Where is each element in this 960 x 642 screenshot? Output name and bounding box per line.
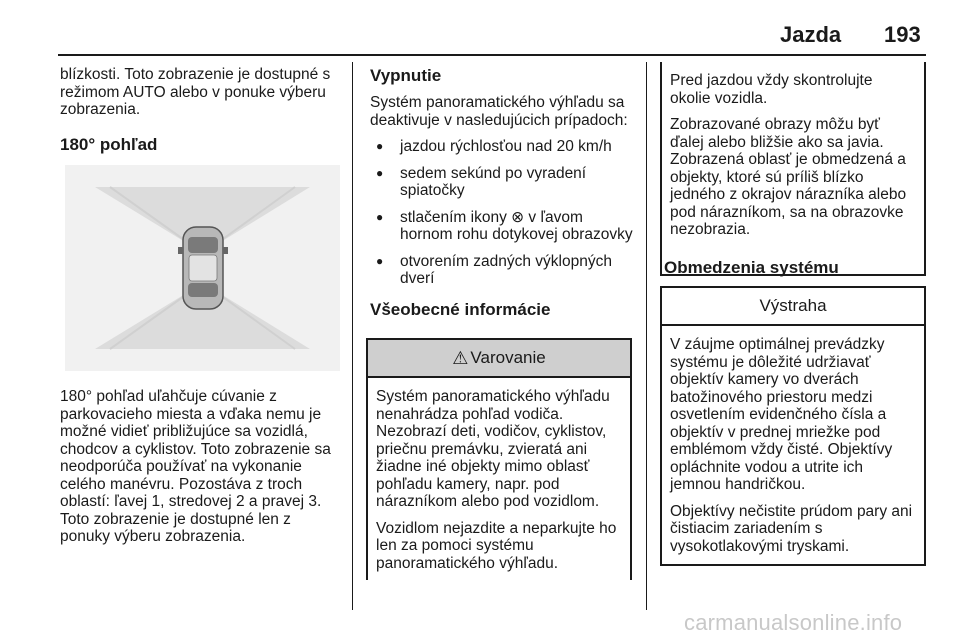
caution-box-body (662, 326, 924, 555)
list-item: ● otvorením zadných výklopných dverí (370, 253, 635, 288)
warning-box-body (368, 378, 630, 572)
middle-column (370, 66, 635, 320)
heading-180-view: 180° pohľad (60, 134, 158, 154)
note-text-1: Pred jazdou vždy skontrolujte okolie vozidla. (670, 72, 873, 107)
column-divider-2 (646, 62, 647, 610)
list-item: ● jazdou rýchlosťou nad 20 km/h (370, 138, 635, 156)
caution-text-2: Objektívy nečistite prúdom pary ani čistiacim zariadením s vysokotlakovými tryskami. (670, 502, 913, 555)
warning-box-header (368, 340, 630, 378)
warning-triangle-icon: ⚠ (452, 347, 469, 368)
caution-box-header (662, 288, 924, 326)
note-text-2: Zobrazované obrazy môžu byť ďalej alebo bližšie ako sa javia. Zobrazená oblasť je obmedzená a objekty, ktoré sú príliš blízko jedného z okrajov nárazníka alebo pod nárazníkom, sa na obrazovke nezobrazia. (670, 116, 907, 238)
section-title: Jazda (780, 22, 842, 47)
heading-system-limits: Obmedzenia systému (664, 258, 839, 277)
deactivation-list (370, 138, 635, 288)
left-body (60, 388, 342, 546)
watermark: carmanualsonline.info (684, 610, 903, 635)
caution-frame (660, 286, 926, 566)
heading-vypnutie: Vypnutie (370, 66, 442, 85)
warning-text-1: Systém panoramatického výhľadu nenahrádza pohľad vodiča. Nezobrazí deti, vodičov, cyklistov, priečnu premávku, zvieratá ani žiadne iné objekty mimo oblasť pohľadu kamery, napr. pod nárazníkom alebo pod vozidlom. (376, 388, 610, 510)
note-box-body (662, 62, 924, 239)
header-rule (58, 54, 926, 56)
note-box (660, 62, 926, 276)
left-body-text: 180° pohľad uľahčuje cúvanie z parkovacieho miesta a vďaka nemu je možné vidieť približujúce sa vozidlá, chodcov a cyklistov. Toto zobrazenie sa neodporúča používať na vykonanie celého manévru. Pozostáva z troch oblastí: ľavej 1, stredovej 2 a pravej 3. Toto zobrazenie je dostupné len z ponuky výberu zobrazenia. (60, 388, 331, 545)
page-number: 193 (884, 22, 921, 47)
left-column (60, 66, 342, 155)
car-top-view-icon (65, 165, 340, 371)
warning-text-2: Vozidlom nejazdite a neparkujte ho len za pomoci systému panoramatického výhľadu. (376, 519, 617, 572)
heading-general-info: Všeobecné informácie (370, 299, 551, 319)
caution-text-1: V záujme optimálnej prevádzky systému je dôležité udržiavať objektív kamery vo dverách batožinového priestoru medzi osvetlením evidenčného čísla a objektív v prednej mriežke pod emblémom vždy čisté. Objektívy opláchnite vodou a utrite ich jemnou handričkou. (670, 336, 893, 493)
camera-view-illustration (65, 165, 340, 371)
left-intro-text: blízkosti. Toto zobrazenie je dostupné s režimom AUTO alebo v ponuke výberu zobrazenia. (60, 66, 331, 118)
caution-title: Výstraha (759, 296, 827, 315)
list-item: ● sedem sekúnd po vyradení spiatočky (370, 165, 635, 200)
deactivation-intro: Systém panoramatického výhľadu sa deaktivuje v nasledujúcich prípadoch: (370, 94, 628, 129)
warning-box (366, 338, 632, 580)
warning-title: Varovanie (470, 348, 546, 367)
right-column (664, 258, 926, 278)
list-item: ● stlačením ikony ⊗ v ľavom hornom rohu dotykovej obrazovky (370, 209, 635, 244)
column-divider-1 (352, 62, 353, 610)
